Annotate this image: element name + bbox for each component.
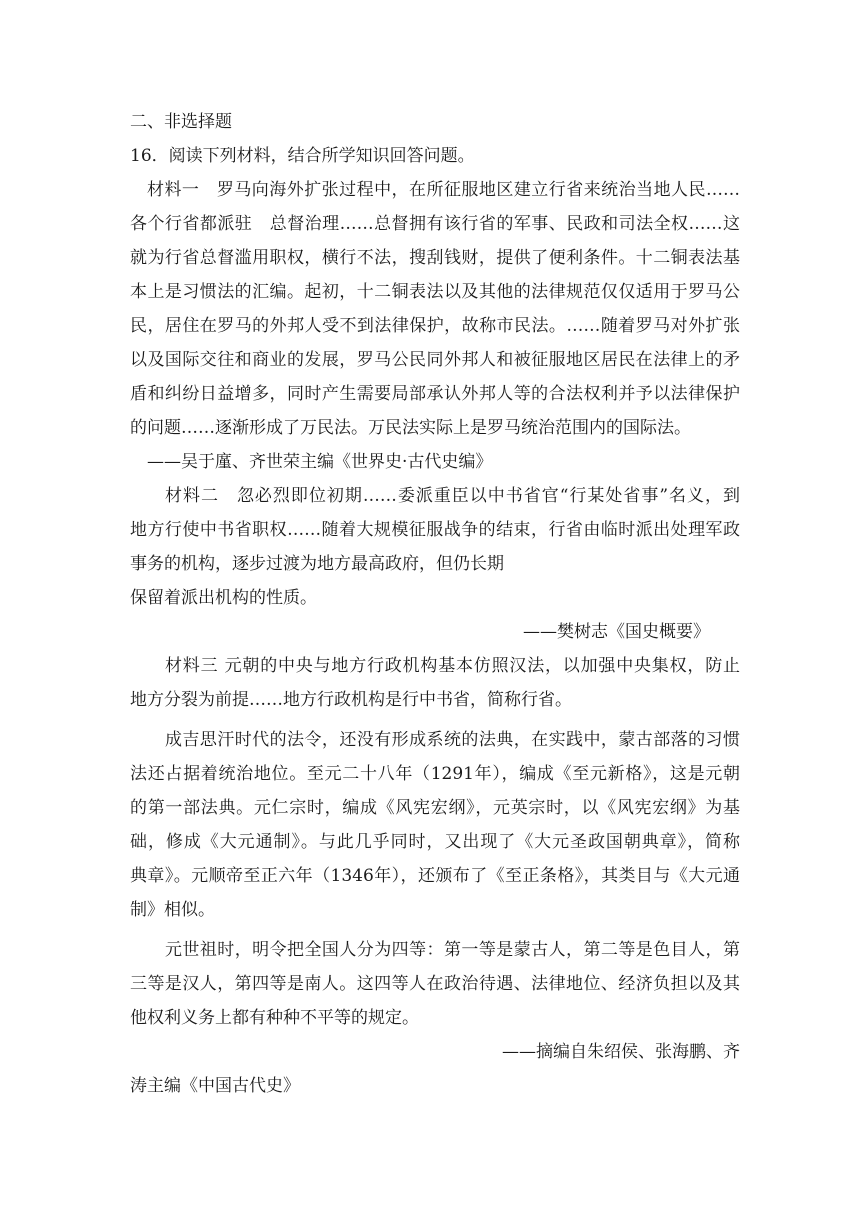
material-three-line: 元世祖时，明令把全国人分为四等：第一等是蒙古人，第二等是色目人，第	[165, 940, 740, 960]
material-one-line: 盾和纠纷日益增多，同时产生需要局部承认外邦人等的合法权利并予以法律保护	[130, 384, 740, 404]
material-three-line: 成吉思汗时代的法令，还没有形成系统的法典，在实践中，蒙古部落的习惯	[165, 730, 740, 750]
question-intro: 16．阅读下列材料，结合所学知识回答问题。	[130, 146, 475, 166]
material-three-line: 制》相似。	[130, 900, 215, 920]
material-one-line: 民，居住在罗马的外邦人受不到法律保护，故称市民法。……随着罗马对外扩张	[130, 316, 740, 336]
section-heading: 二、非选择题	[130, 112, 232, 132]
material-three-line: 础，修成《大元通制》。与此几乎同时，又出现了《大元圣政国朝典章》，简称	[130, 832, 740, 852]
material-three-line: 他权利义务上都有种种不平等的规定。	[130, 1008, 419, 1028]
material-three-line: 法还占据着统治地位。至元二十八年（1291年），编成《至元新格》，这是元朝	[130, 764, 740, 784]
material-two-line: 地方行使中书省职权……随着大规模征服战争的结束，行省由临时派出处理军政	[130, 520, 740, 540]
material-one-line: 各个行省都派驻 总督治理……总督拥有该行省的军事、民政和司法全权……这	[130, 214, 740, 234]
material-three-line: 材料三 元朝的中央与地方行政机构基本仿照汉法，以加强中央集权，防止	[165, 656, 740, 676]
material-one-line: 本上是习惯法的汇编。起初，十二铜表法以及其他的法律规范仅仅适用于罗马公	[130, 282, 740, 302]
material-two-source: ——樊树志《国史概要》	[523, 622, 710, 642]
material-two-line: 材料二 忽必烈即位初期……委派重臣以中书省官“行某处省事”名义，到	[165, 486, 740, 506]
material-three-line: 典章》。元顺帝至正六年（1346年），还颁布了《至正条格》，其类目与《大元通	[130, 866, 740, 886]
material-three-source: ——摘编自朱绍侯、张海鹏、齐	[502, 1042, 740, 1062]
material-three-line: 的第一部法典。元仁宗时，编成《风宪宏纲》，元英宗时，以《风宪宏纲》为基	[130, 798, 740, 818]
material-two-line: 事务的机构，逐步过渡为地方最高政府，但仍长期	[130, 554, 504, 574]
material-one-line: 的问题……逐渐形成了万民法。万民法实际上是罗马统治范围内的国际法。	[130, 418, 691, 438]
material-three-line: 地方分裂为前提……地方行政机构是行中书省，简称行省。	[130, 690, 572, 710]
material-one-line: 以及国际交往和商业的发展，罗马公民同外邦人和被征服地区居民在法律上的矛	[130, 350, 740, 370]
material-one-line: 就为行省总督滥用职权，横行不法，搜刮钱财，提供了便利条件。十二铜表法基	[130, 248, 740, 268]
material-three-line: 三等是汉人，第四等是南人。这四等人在政治待遇、法律地位、经济负担以及其	[130, 974, 740, 994]
material-two-line: 保留着派出机构的性质。	[130, 588, 317, 608]
material-three-source: 涛主编《中国古代史》	[130, 1076, 300, 1096]
material-one-source: ——吴于廑、齐世荣主编《世界史·古代史编》	[147, 452, 493, 472]
material-one-line: 材料一 罗马向海外扩张过程中，在所征服地区建立行省来统治当地人民……	[147, 180, 740, 200]
